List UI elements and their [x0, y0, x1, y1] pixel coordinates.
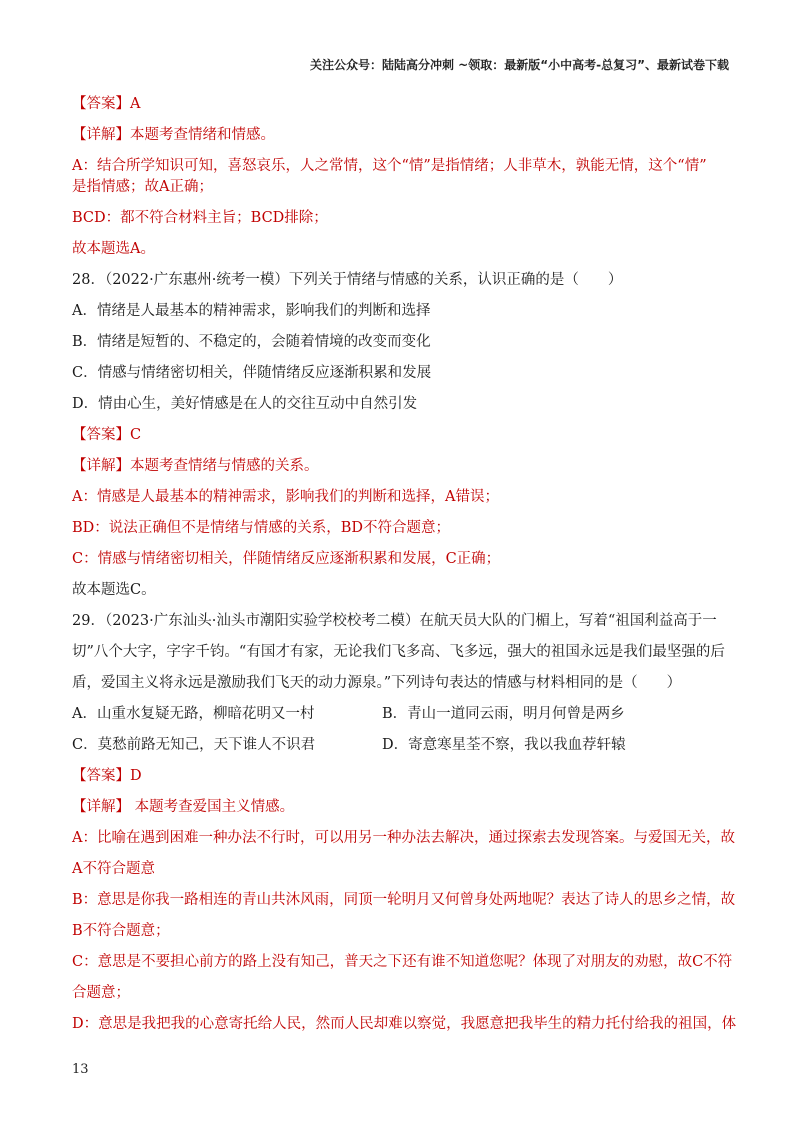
- option-d: D．寄意寒星荃不察，我以我血荐轩辕: [382, 737, 626, 753]
- explanation-line: D：意思是我把我的心意寄托给人民，然而人民却难以察觉，我愿意把我毕生的精力托付给我的祖国，体: [72, 1016, 737, 1032]
- explanation-line: 故本题选C。: [72, 582, 156, 598]
- explanation-line: C：情感与情绪密切相关，伴随情绪反应逐渐积累和发展，C正确；: [72, 551, 501, 567]
- option-a: A．山重水复疑无路，柳暗花明又一村: [72, 706, 315, 722]
- explanation-line: A：比喻在遇到困难一种办法不行时，可以用另一种办法去解决，通过探索去发现答案。与爱国无关，故: [72, 830, 735, 846]
- explanation-line: A：结合所学知识可知，喜怒哀乐，人之常情，这个“情”是指情绪；人非草木，孰能无情，这个“情”: [72, 158, 707, 174]
- option-b: B．青山一道同云雨，明月何曾是两乡: [382, 706, 625, 722]
- explanation-line: BCD：都不符合材料主旨；BCD排除；: [72, 210, 328, 226]
- explanation-line: BD：说法正确但不是情绪与情感的关系，BD不符合题意；: [72, 520, 451, 536]
- question-stem: 29．（2023·广东汕头·汕头市潮阳实验学校校考二模）在航天员大队的门楣上，写着“祖国利益高于一: [72, 613, 717, 629]
- question-stem: 切”八个大字，字字千钧。“有国才有家，无论我们飞多高、飞多远，强大的祖国永远是我们最坚强的后: [72, 644, 725, 660]
- answer-label: 【答案】D: [72, 768, 142, 784]
- question-stem: 28．（2022·广东惠州·统考一模）下列关于情绪与情感的关系，认识正确的是（ ）: [72, 272, 623, 288]
- page-number: 13: [72, 1062, 89, 1077]
- answer-label: 【答案】A: [72, 96, 141, 112]
- explanation-line: 合题意；: [72, 985, 130, 1001]
- answer-label: 【答案】C: [72, 427, 142, 443]
- question-stem: 盾，爱国主义将永远是激励我们飞天的动力源泉。”下列诗句表达的情感与材料相同的是（ ）: [72, 675, 682, 691]
- option-d: D．情由心生，美好情感是在人的交往互动中自然引发: [72, 396, 418, 412]
- explanation-line: A不符合题意: [72, 861, 155, 877]
- explanation-line: A：情感是人最基本的精神需求，影响我们的判断和选择，A错误；: [72, 489, 499, 505]
- detail-label: 【详解】本题考查情绪与情感的关系。: [72, 458, 319, 474]
- page-header: 关注公众号：陆陆高分冲刺 ~领取：最新版“小中高考-总复习”、最新试卷下载: [310, 58, 729, 72]
- detail-label: 【详解】本题考查情绪和情感。: [72, 127, 275, 143]
- option-row: [72, 704, 728, 725]
- explanation-line: 是指情感；故A正确；: [72, 179, 213, 195]
- option-b: B．情绪是短暂的、不稳定的，会随着情境的改变而变化: [72, 334, 431, 350]
- explanation-line: 故本题选A。: [72, 241, 155, 257]
- option-c: C．情感与情绪密切相关，伴随情绪反应逐渐积累和发展: [72, 365, 432, 381]
- option-c: C．莫愁前路无知己，天下谁人不识君: [72, 737, 316, 753]
- option-row: [72, 735, 728, 756]
- explanation-line: B：意思是你我一路相连的青山共沐风雨，同顶一轮明月又何曾身处两地呢？表达了诗人的思乡之情，故: [72, 892, 736, 908]
- page-content: [72, 94, 737, 1035]
- option-a: A．情绪是人最基本的精神需求，影响我们的判断和选择: [72, 303, 431, 319]
- detail-label: 【详解】 本题考查爱国主义情感。: [72, 799, 295, 815]
- explanation-line: C：意思是不要担心前方的路上没有知己，普天之下还有谁不知道您呢？体现了对朋友的劝慰，故C不符: [72, 954, 733, 970]
- explanation-line: B不符合题意；: [72, 923, 170, 939]
